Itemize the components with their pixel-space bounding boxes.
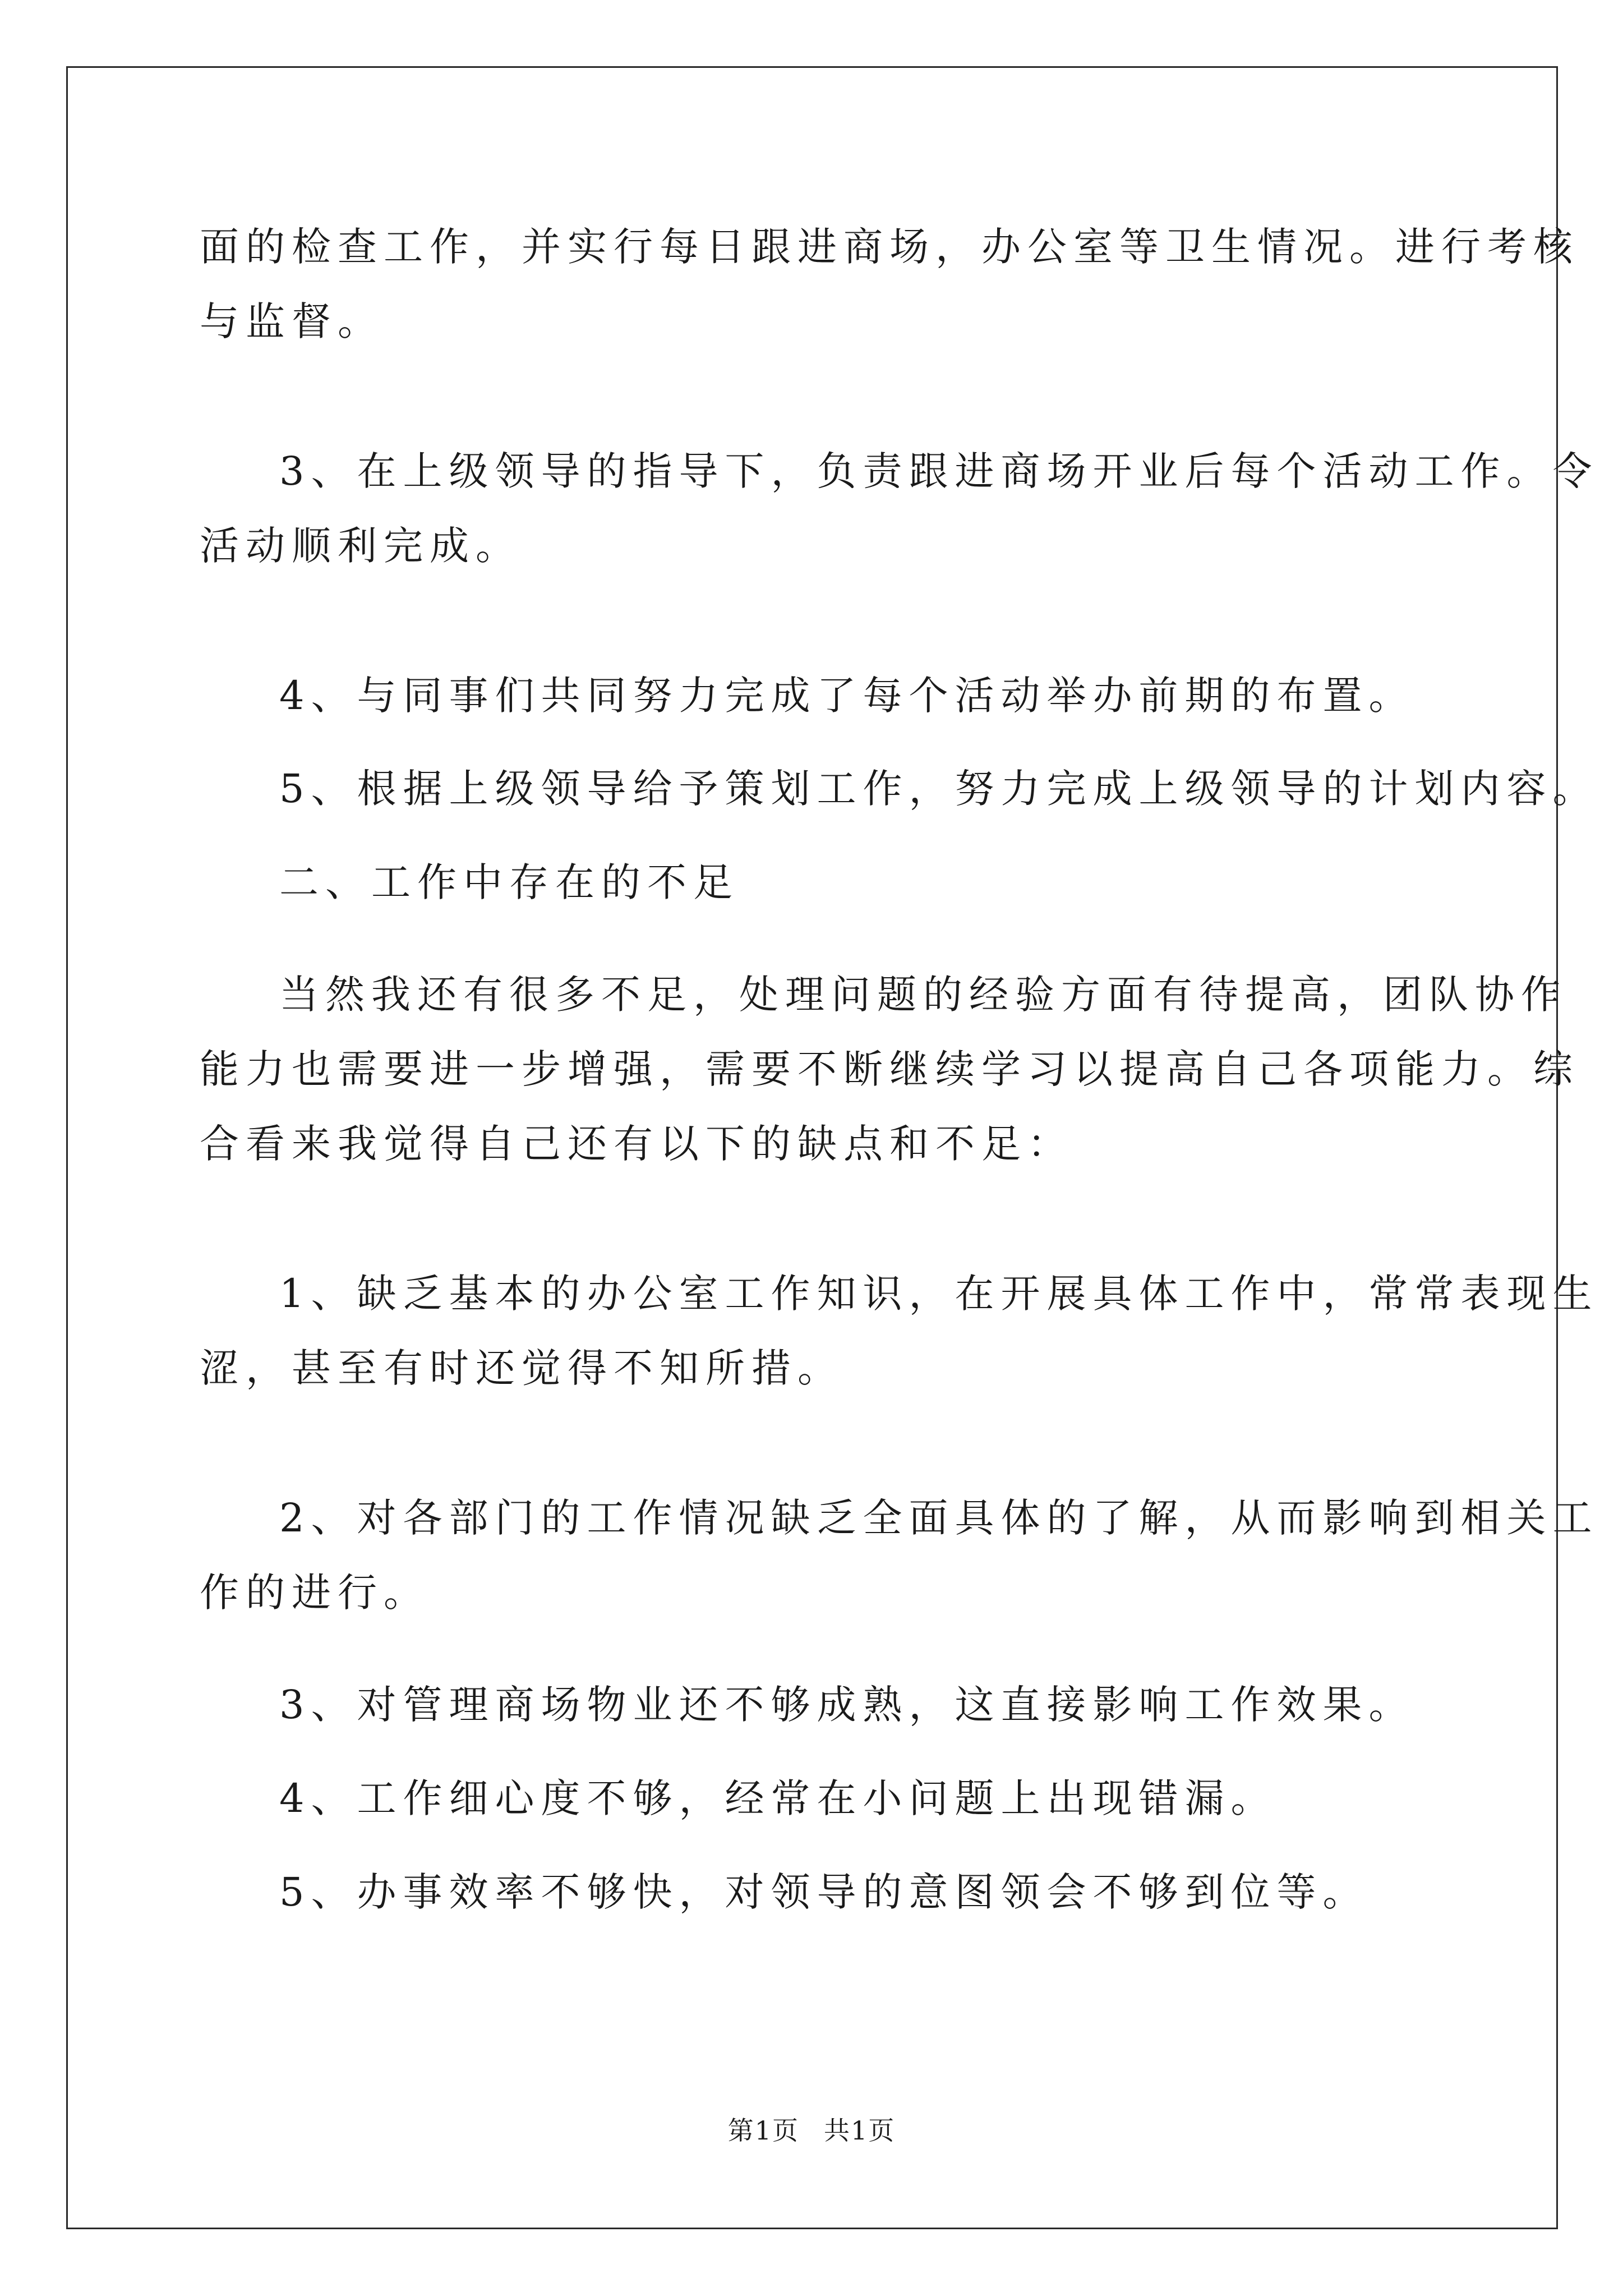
- page-footer: [0, 2115, 1623, 2146]
- paragraph-line: 当然我还有很多不足，处理问题的经验方面有待提高，团队协作: [279, 972, 1567, 1018]
- text-line: 与监督。: [200, 298, 384, 344]
- list-item-1: 1、缺乏基本的办公室工作知识，在开展具体工作中，常常表现生: [279, 1271, 1599, 1317]
- list-item-2: 2、对各部门的工作情况缺乏全面具体的了解，从而影响到相关工: [279, 1495, 1599, 1541]
- paragraph-line: 能力也需要进一步增强，需要不断继续学习以提高自己各项能力。综: [200, 1046, 1579, 1092]
- list-item-5b: 5、办事效率不够快，对领导的意图领会不够到位等。: [279, 1869, 1369, 1915]
- list-item-4: 4、与同事们共同努力完成了每个活动举办前期的布置。: [279, 673, 1415, 719]
- text-line: 活动顺利完成。: [200, 523, 522, 569]
- paragraph-line: 合看来我觉得自己还有以下的缺点和不足：: [200, 1121, 1073, 1167]
- list-item-3: 3、在上级领导的指导下，负责跟进商场开业后每个活动工作。令: [279, 448, 1599, 494]
- list-item-4b: 4、工作细心度不够，经常在小问题上出现错漏。: [279, 1775, 1277, 1821]
- page-total: 共1页: [824, 2115, 896, 2146]
- page-number: 第1页: [727, 2115, 799, 2146]
- list-item-5: 5、根据上级领导给予策划工作，努力完成上级领导的计划内容。: [279, 766, 1599, 812]
- text-line: 涩，甚至有时还觉得不知所措。: [200, 1345, 843, 1391]
- text-line: 作的进行。: [200, 1570, 430, 1616]
- text-line: 面的检查工作，并实行每日跟进商场，办公室等卫生情况。进行考核: [200, 224, 1579, 270]
- section-heading: 二、工作中存在的不足: [279, 859, 739, 905]
- list-item-3b: 3、对管理商场物业还不够成熟，这直接影响工作效果。: [279, 1682, 1415, 1728]
